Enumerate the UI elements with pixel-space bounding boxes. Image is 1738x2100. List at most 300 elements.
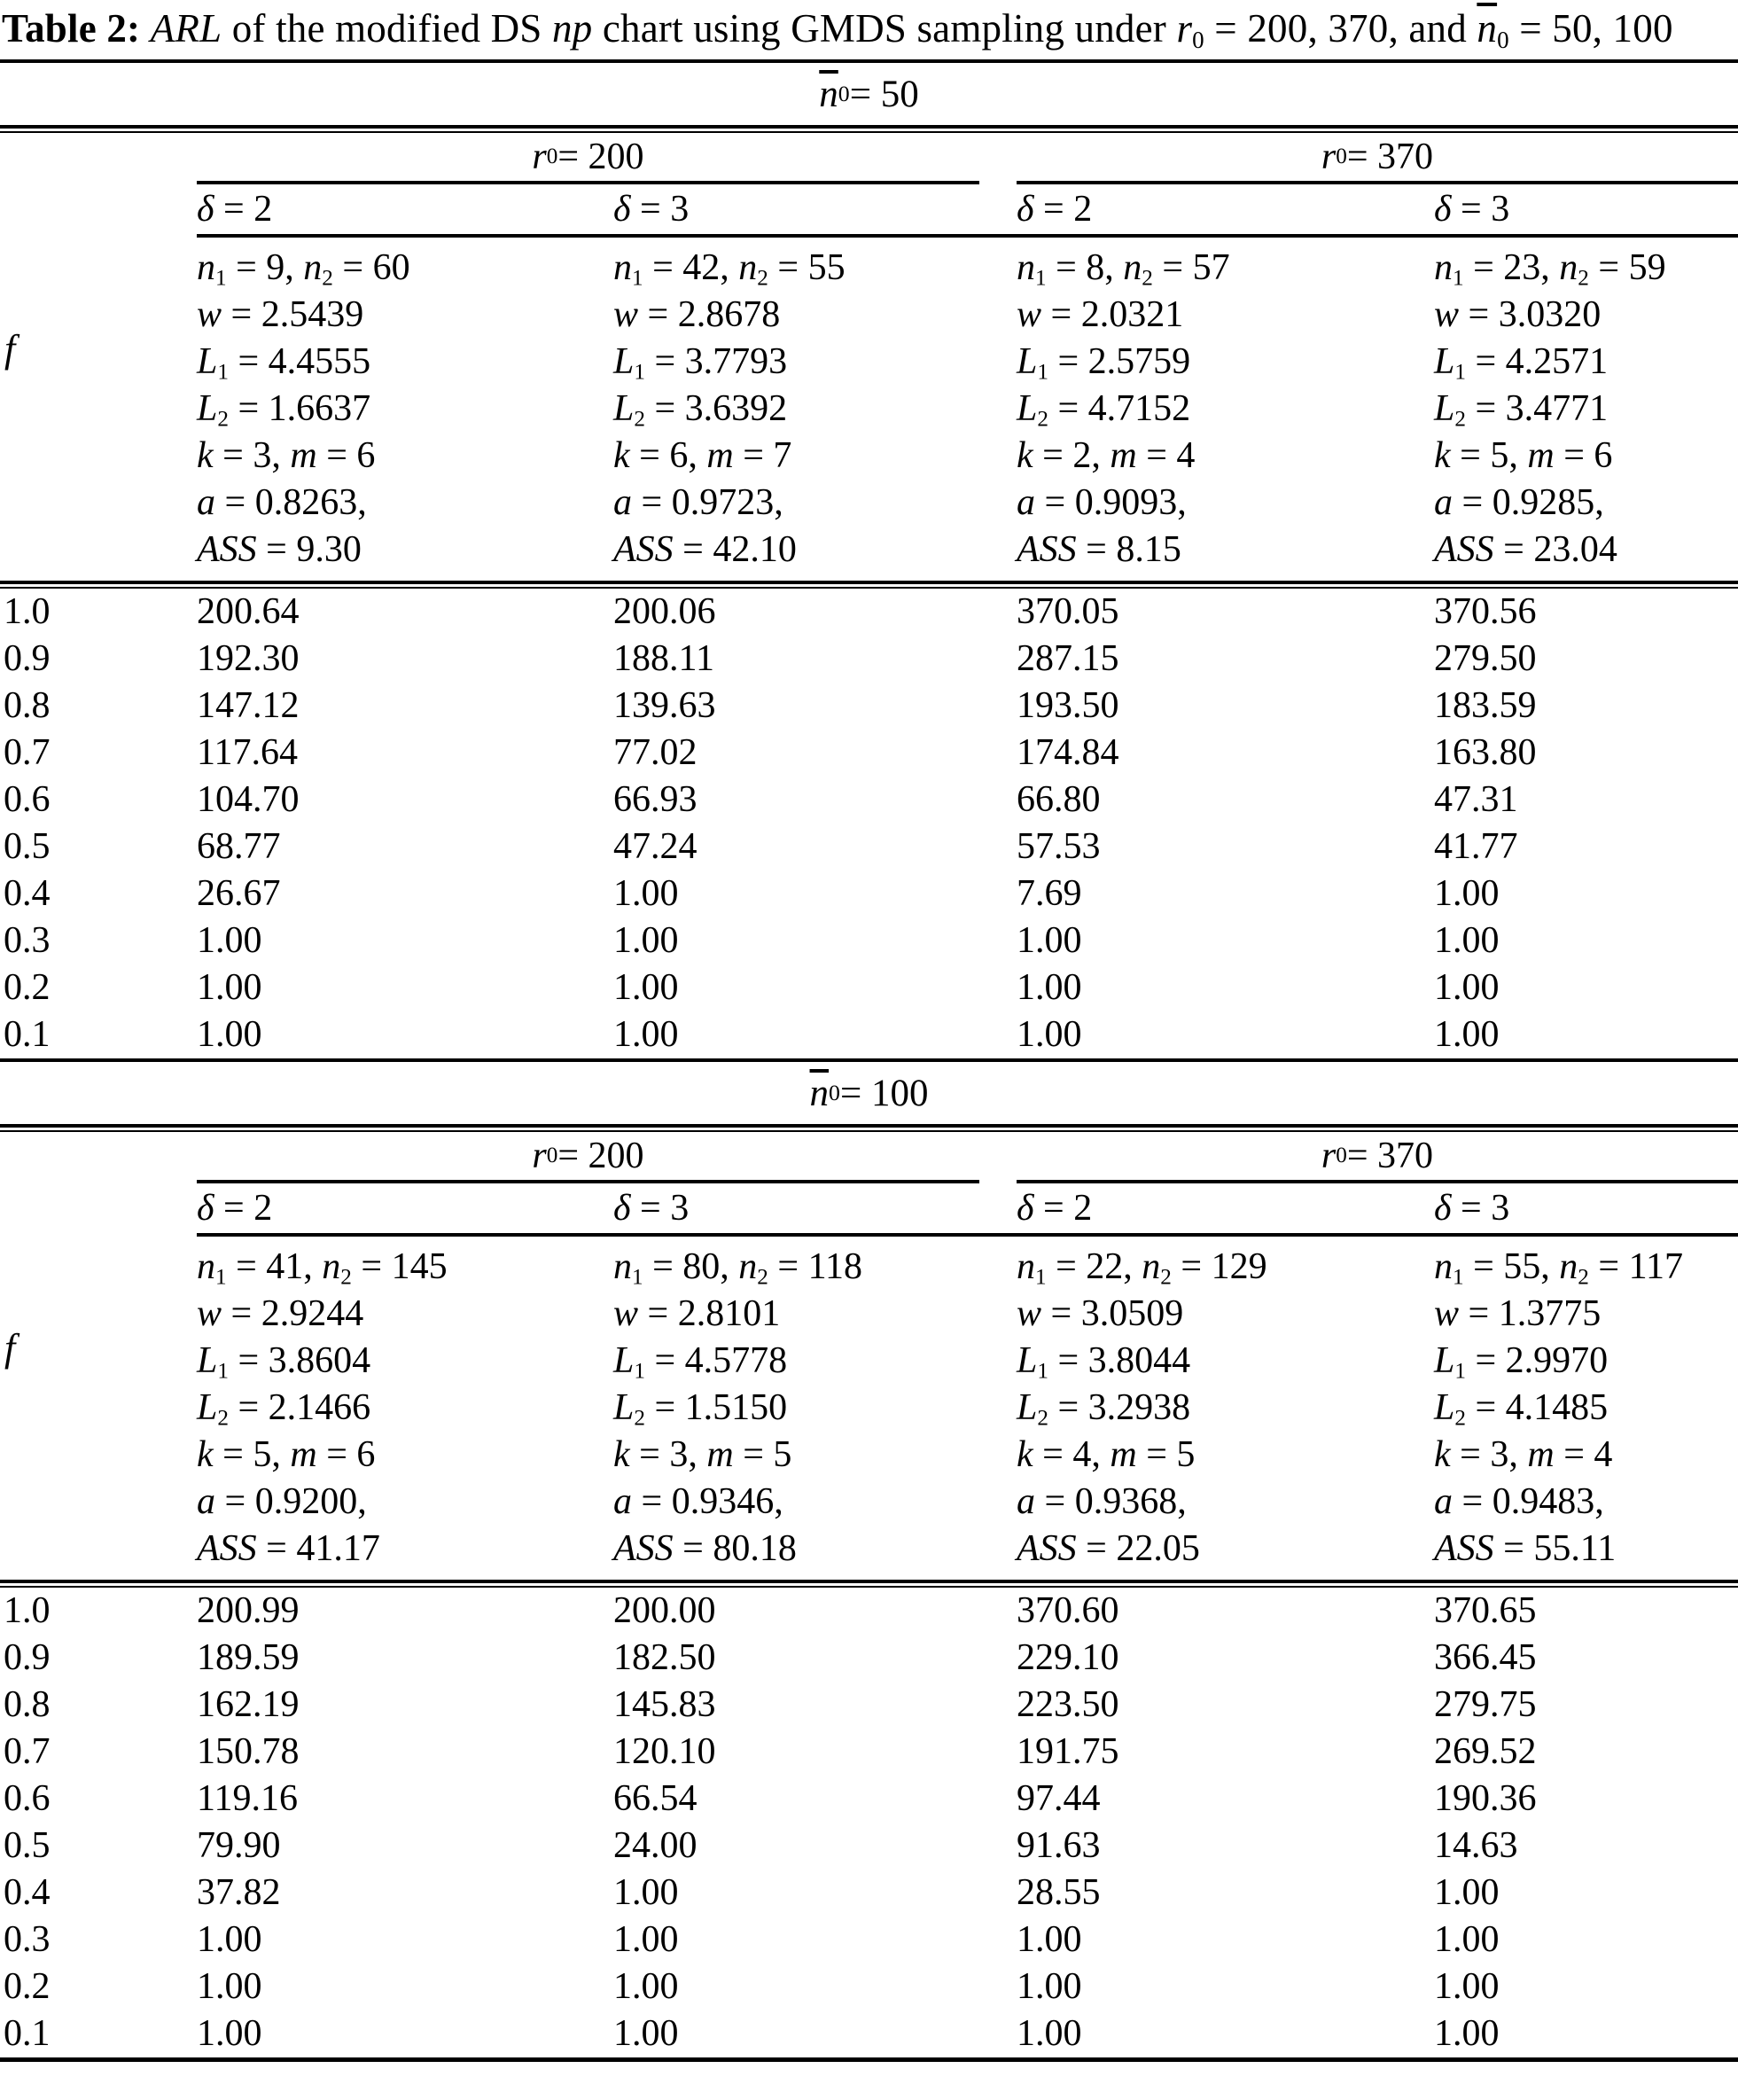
arl-value: 1.00 [197,1014,262,1055]
arl-value: 1.00 [613,1919,679,1960]
text-segment: n [1434,1246,1453,1287]
text-segment: m [1527,1434,1555,1475]
text-segment: np [551,6,593,51]
param-line [1017,339,1434,386]
text-segment: = [644,388,685,429]
text-segment: = [632,1481,672,1522]
text-segment: m [706,1434,734,1475]
spacer-cell [0,1132,197,1183]
text-segment: L [1017,1340,1038,1381]
arl-value: 1.00 [1017,1966,1082,2007]
text-segment: = [226,247,267,288]
text-segment: = [1033,1434,1073,1475]
text-segment: Table 2: [2,6,151,51]
param-line [613,1432,1017,1479]
arl-value: 7.69 [1017,873,1082,914]
text-segment: 1 [632,1265,643,1290]
param-line [613,1291,1017,1338]
text-segment: = [1459,1293,1499,1334]
text-segment: = [733,1434,774,1475]
param-line [1017,386,1434,433]
table-row [0,1917,1738,1963]
arl-value: 190.36 [1434,1778,1537,1819]
arl-value: 163.80 [1434,732,1537,773]
arl-value: 1.00 [1434,967,1500,1008]
text-segment: , [1123,1246,1142,1287]
text-segment: 2.1466 [268,1387,371,1428]
param-line [1017,245,1434,292]
table-row [0,824,1738,870]
text-segment: = [215,1481,255,1522]
text-segment: 3.4771 [1505,388,1609,429]
text-segment: 3.7793 [684,341,788,382]
text-segment: δ [1434,1188,1452,1229]
text-segment: n [1434,247,1453,288]
text-segment: a [1017,1481,1035,1522]
text-segment: 23.04 [1533,529,1617,570]
text-segment: = [768,1246,808,1287]
text-segment: L [1017,341,1038,382]
text-segment: L [1434,1387,1455,1428]
f-value: 1.0 [4,1590,51,1631]
header-double-rule [0,1124,1738,1132]
delta-label [1017,1183,1434,1233]
f-value: 0.8 [4,685,51,726]
text-segment: a [1017,482,1035,523]
text-segment: 1 [1037,1359,1048,1384]
arl-value: 1.00 [197,2013,262,2054]
r0-200-label: r 0 = 200 [197,133,979,184]
text-segment: n [303,247,323,288]
text-segment: = [1152,247,1193,288]
r0-200-group [197,1132,1017,1183]
text-segment: 41.17 [296,1528,380,1569]
arl-value: 1.00 [197,1919,262,1960]
f-value: 0.1 [4,2013,51,2054]
f-value: 0.7 [4,732,51,773]
spacer-cell [0,133,197,184]
arl-value: 200.00 [613,1590,716,1631]
text-segment: a [197,1481,215,1522]
text-segment: n [1017,1246,1035,1287]
arl-value: 287.15 [1017,638,1119,679]
param-line [1017,433,1434,480]
text-segment: m [1110,1434,1137,1475]
text-segment: = [1048,341,1088,382]
text-segment: m [706,435,734,476]
arl-value: 24.00 [613,1825,698,1866]
text-segment: 2 [1454,1406,1466,1431]
text-segment: = [1493,529,1534,570]
delta-label [1017,184,1434,234]
text-segment: 60 [372,247,410,288]
text-segment: 5 [773,1434,792,1475]
f-value: 0.3 [4,1919,51,1960]
table-row [0,589,1738,636]
text-segment: 0.9093, [1074,482,1187,523]
text-segment: w [613,1293,639,1334]
arl-table [0,59,1738,2057]
param-line [613,1244,1017,1291]
table-row [0,1682,1738,1729]
text-segment: L [613,1387,635,1428]
text-segment: a [1434,482,1453,523]
table-row [0,1963,1738,2010]
text-segment: 80 [682,1246,721,1287]
text-segment: n [738,1246,758,1287]
text-segment: 2.5439 [261,294,364,335]
text-segment: n [197,247,215,288]
arl-value: 1.00 [197,1966,262,2007]
text-segment: , [1104,247,1124,288]
r0-group-row [0,1132,1738,1183]
arl-value: 183.59 [1434,685,1537,726]
param-bottom-rule [0,1580,1738,1588]
text-segment: 6 [1594,435,1613,476]
text-segment: = 50 [849,73,919,115]
param-line [1017,1385,1434,1432]
table-row [0,870,1738,917]
text-segment: , [720,247,739,288]
text-segment: n [197,1246,215,1287]
data-rows [0,1588,1738,2057]
text-segment: k [1017,1434,1033,1475]
text-segment: = [1035,1481,1075,1522]
arl-value: 370.60 [1017,1590,1119,1631]
arl-value: 200.06 [613,591,716,632]
text-segment: = [1046,1246,1087,1287]
text-segment: 5 [253,1434,272,1475]
text-segment: 59 [1628,247,1666,288]
text-segment: L [1434,388,1455,429]
text-segment: 9 [266,247,285,288]
param-column [197,238,613,581]
delta-label [1434,184,1738,234]
text-segment: δ [1017,189,1034,230]
table-section [0,1058,1738,2057]
text-segment: = 370 [1346,137,1434,177]
text-segment: r [532,137,547,177]
text-segment: ARL [150,6,222,51]
text-segment: n [1017,247,1035,288]
text-segment: , [271,435,291,476]
arl-value: 174.84 [1017,732,1119,773]
text-segment: 1 [634,1359,645,1384]
text-segment: = 200 [557,137,644,177]
table-row [0,2010,1738,2057]
text-segment: = [228,1387,269,1428]
arl-value: 366.45 [1434,1637,1537,1678]
arl-value: 269.52 [1434,1731,1537,1772]
text-segment: = 2 [1033,1188,1093,1229]
arl-value: 117.64 [197,732,298,773]
arl-value: 139.63 [613,685,716,726]
text-segment: 6 [356,435,376,476]
text-segment: = [228,341,269,382]
r0-370-label: r 0 = 370 [1017,1132,1738,1183]
text-segment: w [613,294,639,335]
text-segment: k [1434,1434,1451,1475]
text-segment: = [629,435,670,476]
text-segment: = [632,482,672,523]
text-segment: = [256,1528,297,1569]
text-segment: 7 [773,435,792,476]
table-row [0,730,1738,777]
text-segment: 3.2938 [1087,1387,1191,1428]
text-segment: 1.5150 [684,1387,788,1428]
param-line [1017,1291,1434,1338]
text-segment: , [303,1246,323,1287]
arl-value: 1.00 [1434,1872,1500,1913]
arl-value: 182.50 [613,1637,716,1678]
delta-label [613,1183,1017,1233]
param-column [613,238,1017,581]
text-segment: r [1176,6,1193,51]
text-segment: = 2 [1033,189,1093,230]
table-row [0,683,1738,730]
text-segment: 22 [1086,1246,1124,1287]
f-value: 0.4 [4,1872,51,1913]
text-segment: = 200 [557,1136,644,1176]
text-segment: L [613,341,635,382]
text-segment: δ [197,1188,214,1229]
param-column [613,1237,1017,1580]
param-line [613,1526,1017,1573]
text-segment: L [197,341,218,382]
param-line [1434,433,1738,480]
text-segment: 2 [322,266,333,291]
text-segment: 1.6637 [268,388,371,429]
text-segment: f [4,327,16,371]
text-segment: = [1076,1528,1117,1569]
table-row [0,964,1738,1011]
text-segment: ASS [613,529,674,570]
text-segment: = 3 [630,1188,690,1229]
text-segment: 2.9970 [1505,1340,1609,1381]
table-section [0,59,1738,1058]
text-segment: r [1321,137,1337,177]
param-line [1434,1432,1738,1479]
text-segment: m [290,435,317,476]
text-segment: 4.4555 [268,341,371,382]
text-segment: 1 [215,266,227,291]
param-line [1434,245,1738,292]
delta-header-row [0,1183,1738,1233]
param-line [1434,386,1738,433]
text-segment: 3.6392 [684,388,788,429]
text-segment: = [316,1434,357,1475]
text-segment: f [4,1326,16,1370]
text-segment: , [1508,435,1528,476]
r0-370-group [1017,1132,1738,1183]
param-line [197,1479,613,1526]
text-segment: 0.9483, [1492,1481,1604,1522]
param-line [1434,1479,1738,1526]
text-segment: r [532,1136,547,1176]
text-segment: 2 [1142,266,1153,291]
text-segment: = [213,1434,253,1475]
text-segment: 3.8044 [1087,1340,1191,1381]
f-value: 1.0 [4,591,51,632]
text-segment: = [226,1246,267,1287]
text-segment: 55.11 [1533,1528,1617,1569]
text-segment: 4.7152 [1087,388,1191,429]
table-bottom-rule [0,2057,1738,2062]
text-segment: ASS [613,1528,674,1569]
text-segment: = [1450,1434,1491,1475]
text-segment: ASS [1434,1528,1494,1569]
text-segment: 0.9285, [1492,482,1604,523]
text-segment: 5 [1490,435,1509,476]
param-line [1017,480,1434,527]
param-line [197,480,613,527]
param-line [613,292,1017,339]
arl-value: 191.75 [1017,1731,1119,1772]
arl-value: 223.50 [1017,1684,1119,1725]
text-segment: ASS [197,529,257,570]
text-segment: m [1527,435,1555,476]
text-segment: m [290,1434,317,1475]
text-segment: = [1453,482,1492,523]
arl-value: 1.00 [1017,967,1082,1008]
text-segment: L [1434,341,1455,382]
text-segment: = [213,435,253,476]
param-line [613,1479,1017,1526]
arl-value: 1.00 [1434,1014,1500,1055]
spacer-cell [0,184,197,234]
text-segment: = 200, 370, and [1204,6,1477,51]
text-segment: 2 [1037,407,1048,432]
param-line [197,1244,613,1291]
text-segment: = [1048,388,1088,429]
text-segment: , [1540,1246,1560,1287]
param-line [1434,292,1738,339]
text-segment: 42 [682,247,721,288]
text-segment: 2 [634,407,645,432]
text-segment: δ [1017,1188,1034,1229]
arl-value: 1.00 [1434,873,1500,914]
f-axis-label [0,1237,197,1580]
text-segment: = [1076,529,1117,570]
arl-value: 37.82 [197,1872,281,1913]
f-value: 0.2 [4,1966,51,2007]
text-segment: = [1459,294,1499,335]
text-segment: = [1554,435,1594,476]
text-segment: a [197,482,215,523]
text-segment: 1 [217,1359,229,1384]
text-segment: 23 [1503,247,1541,288]
f-value: 0.6 [4,1778,51,1819]
arl-value: 1.00 [613,1966,679,2007]
text-segment: δ [1434,189,1452,230]
text-segment: = [1035,482,1075,523]
arl-value: 47.31 [1434,779,1518,820]
text-segment: w [1017,1293,1042,1334]
param-line [197,1432,613,1479]
parameter-block [0,238,1738,581]
text-segment: = [1453,1481,1492,1522]
param-line [197,386,613,433]
text-segment: = [228,388,269,429]
text-segment: = 2 [214,189,273,230]
text-segment: 1 [1454,1359,1466,1384]
text-segment: w [1434,294,1460,335]
text-segment: 2 [1072,435,1092,476]
text-segment: = [1171,1246,1212,1287]
text-segment: = [1465,1387,1506,1428]
text-segment: 2 [1578,266,1589,291]
text-segment: k [197,1434,214,1475]
param-line [1434,1338,1738,1385]
text-segment: = [644,1340,685,1381]
text-segment: $\overline{n}$ [819,73,838,115]
data-rows [0,589,1738,1058]
arl-value: 1.00 [613,1872,679,1913]
param-line [1434,527,1738,574]
text-segment: = [644,341,685,382]
f-value: 0.5 [4,826,51,867]
text-segment: L [197,1340,218,1381]
param-line [1434,1385,1738,1432]
param-line [613,527,1017,574]
param-line [1017,527,1434,574]
text-segment: , [1508,1434,1528,1475]
text-segment: 2 [1578,1265,1589,1290]
text-segment: , [688,435,707,476]
text-segment: 117 [1628,1246,1684,1287]
text-segment: = [643,247,683,288]
f-value: 0.8 [4,1684,51,1725]
delta-label [197,1183,613,1233]
f-axis-label [0,238,197,581]
text-segment: w [1017,294,1042,335]
text-segment: 2 [1454,407,1466,432]
param-column [1017,238,1434,581]
text-segment: a [613,1481,632,1522]
text-segment: 5 [1176,1434,1196,1475]
param-line [613,433,1017,480]
text-segment: 2 [1160,1265,1172,1290]
text-segment: 2.8678 [677,294,781,335]
param-line [197,527,613,574]
text-segment: = [1450,435,1491,476]
table-row [0,777,1738,824]
param-line [613,386,1017,433]
f-value: 0.1 [4,1014,51,1055]
param-line [197,245,613,292]
arl-value: 1.00 [1434,1919,1500,1960]
f-value: 0.2 [4,967,51,1008]
arl-value: 47.24 [613,826,698,867]
text-segment: 0 [1497,26,1509,53]
text-segment: n [1142,1246,1161,1287]
param-line [613,1338,1017,1385]
r0-group-row [0,133,1738,184]
text-segment: 0.9723, [671,482,783,523]
text-segment: = [1588,247,1629,288]
arl-value: 279.75 [1434,1684,1537,1725]
param-line [1434,1526,1738,1573]
text-segment: 8.15 [1116,529,1181,570]
text-segment: = [644,1387,685,1428]
text-segment: n [738,247,758,288]
text-segment: 1 [632,266,643,291]
text-segment: = [1465,388,1506,429]
arl-value: 193.50 [1017,685,1119,726]
text-segment: = [256,529,297,570]
arl-value: 370.56 [1434,591,1537,632]
f-value: 0.4 [4,873,51,914]
